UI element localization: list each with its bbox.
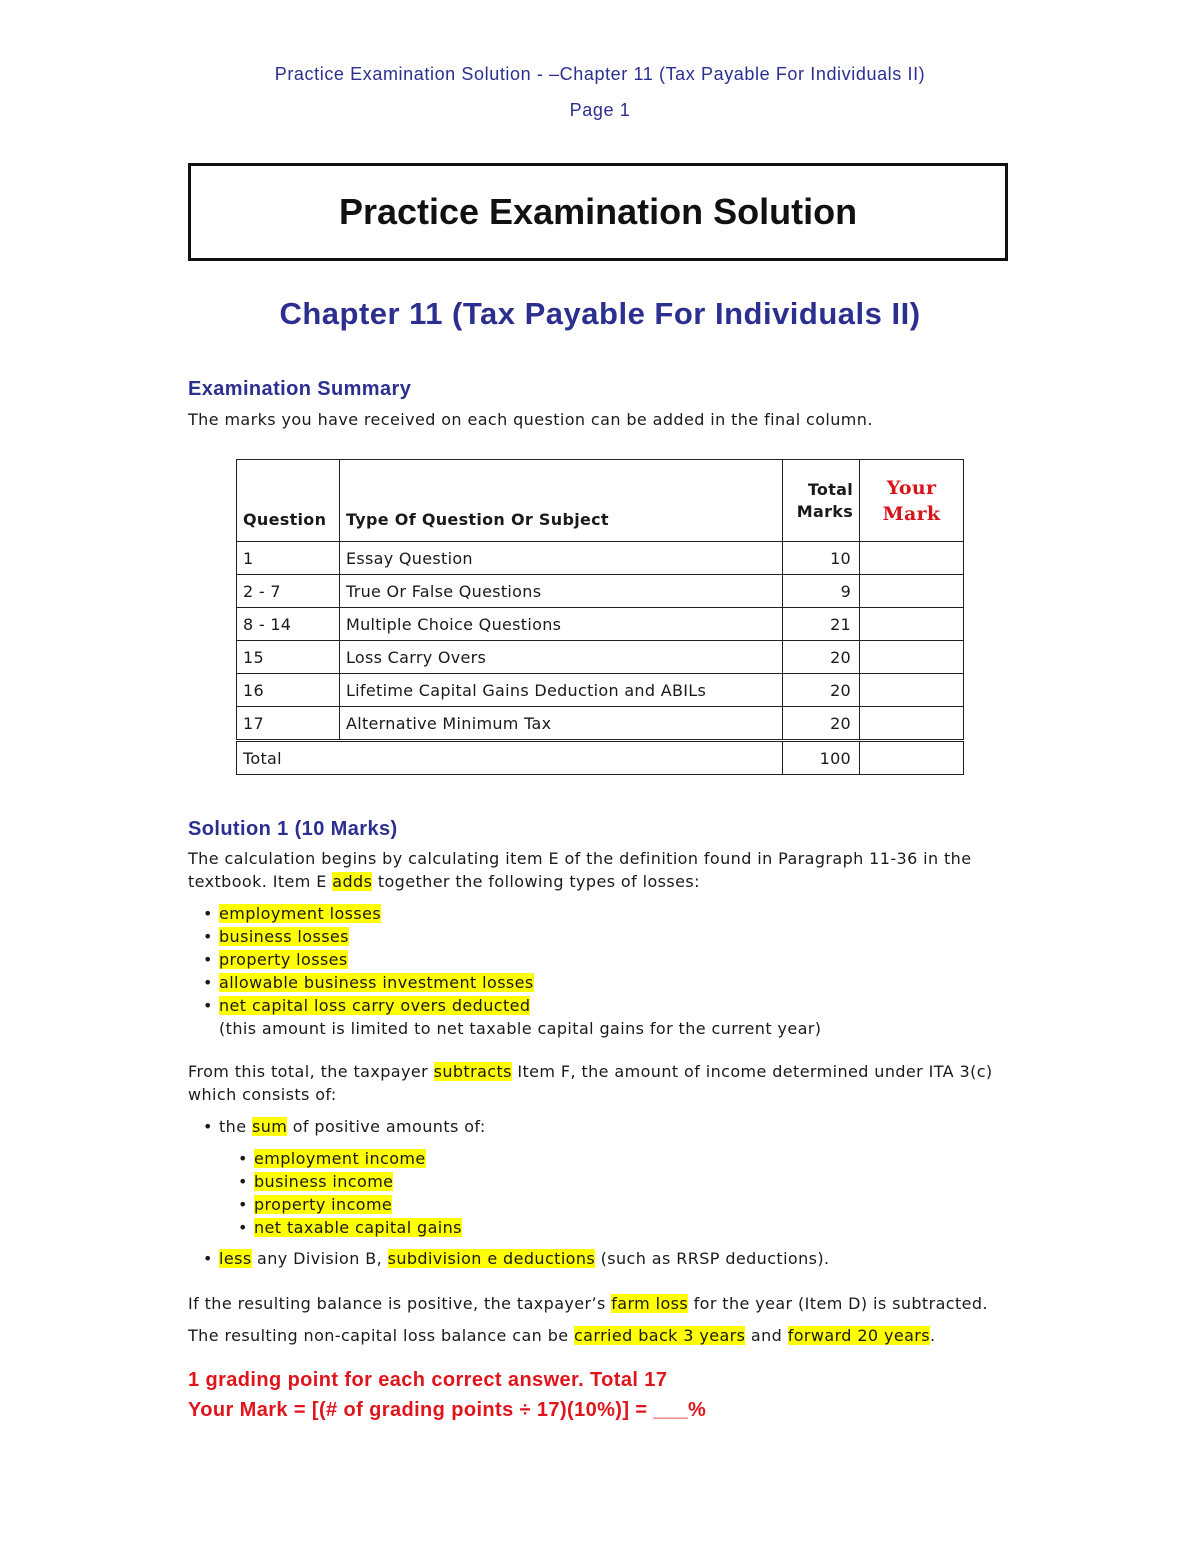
cell-type: Multiple Choice Questions [339,608,782,641]
cell-your-mark[interactable] [860,707,964,741]
highlight-farm-loss: farm loss [611,1294,689,1313]
cell-total-marks: 10 [783,542,860,575]
col-header-total-line1: Total [807,479,854,499]
bullet-icon: • [238,1149,248,1168]
examination-summary-heading: Examination Summary [188,378,412,400]
cell-type: Alternative Minimum Tax [339,707,782,741]
col-header-question: Question [237,460,340,542]
table-row [237,542,964,575]
solution-1-paragraph-1 [188,847,971,893]
highlighted-item: allowable business investment losses [219,973,534,992]
text: Item F, the amount of income determined under ITA 3(c) [511,1062,993,1081]
examination-summary-table [236,459,964,775]
list-item [238,1216,462,1239]
text: and [745,1326,788,1345]
highlighted-item: employment income [254,1149,426,1168]
table-total-row [237,741,964,775]
text: From this total, the taxpayer [188,1062,434,1081]
text: . [930,1326,936,1345]
cell-total-marks: 20 [783,707,860,741]
text: The resulting non-capital loss balance can be [188,1326,574,1345]
text: the [219,1117,252,1136]
cell-your-mark-total[interactable] [860,741,964,775]
bullet-icon: • [203,973,213,992]
cell-total-label: Total [237,741,783,775]
col-header-total-line2: Marks [796,501,854,521]
cell-type: True Or False Questions [339,575,782,608]
cell-question: 8 - 14 [237,608,340,641]
cell-your-mark[interactable] [860,674,964,707]
bullet-icon: • [238,1195,248,1214]
table-header-row [237,460,964,542]
losses-list [203,902,821,1040]
cell-type: Lifetime Capital Gains Deduction and ABILs [339,674,782,707]
document-title-box: Practice Examination Solution [188,163,1008,261]
grading-line-1: 1 grading point for each correct answer. Total 17 [188,1369,668,1391]
bullet-icon: • [203,996,213,1015]
table-row [237,674,964,707]
list-item [238,1170,462,1193]
cell-your-mark[interactable] [860,542,964,575]
paragraph-2-line-1 [188,1060,993,1083]
text: of positive amounts of: [287,1117,486,1136]
list-item [203,925,821,948]
cell-question: 17 [237,707,340,741]
bullet-icon: • [203,1117,213,1136]
cell-your-mark[interactable] [860,641,964,674]
highlight-adds: adds [332,872,373,891]
highlighted-item: business income [254,1172,394,1191]
table-row [237,575,964,608]
cell-total-value: 100 [783,741,860,775]
highlight-forward: forward 20 years [787,1326,930,1345]
grading-line-2: Your Mark = [(# of grading points ÷ 17)(10%)] = ___% [188,1399,707,1421]
col-header-mark-line1: Your [886,476,937,499]
text: textbook. Item E [188,872,333,891]
list-item [238,1193,462,1216]
col-header-your-mark [860,460,964,542]
cell-type: Essay Question [339,542,782,575]
text: for the year (Item D) is subtracted. [688,1294,988,1313]
highlight-less: less [219,1249,252,1268]
income-list [238,1147,462,1239]
highlight-subdivision-e: subdivision e deductions [387,1249,596,1268]
list-item [203,1247,830,1270]
list-item [203,1115,486,1138]
cell-total-marks: 21 [783,608,860,641]
sum-list [203,1115,486,1138]
paragraph-1-line-2 [188,870,971,893]
cell-question: 1 [237,542,340,575]
cell-your-mark[interactable] [860,575,964,608]
bullet-icon: • [238,1172,248,1191]
col-header-total-marks [783,460,860,542]
losses-note: (this amount is limited to net taxable capital gains for the current year) [219,1019,822,1038]
highlighted-item: property losses [219,950,348,969]
cell-question: 15 [237,641,340,674]
highlight-carried-back: carried back 3 years [573,1326,746,1345]
bullet-icon: • [203,950,213,969]
list-item [203,994,821,1017]
chapter-title: Chapter 11 (Tax Payable For Individuals II) [279,296,921,331]
less-list [203,1247,830,1270]
text: any Division B, [251,1249,388,1268]
cell-question: 16 [237,674,340,707]
highlight-sum: sum [251,1117,288,1136]
cell-type: Loss Carry Overs [339,641,782,674]
col-header-mark-line2: Mark [882,502,941,525]
list-item [203,948,821,971]
list-item [238,1147,462,1170]
paragraph-2-line-2: which consists of: [188,1085,337,1104]
highlighted-item: business losses [219,927,349,946]
bullet-icon: • [203,927,213,946]
cell-your-mark[interactable] [860,608,964,641]
bullet-icon: • [203,1249,213,1268]
text: If the resulting balance is positive, the taxpayer’s [188,1294,612,1313]
bullet-icon: • [238,1218,248,1237]
table-row [237,641,964,674]
list-item [203,971,821,994]
cell-total-marks: 20 [783,674,860,707]
highlighted-item: employment losses [219,904,382,923]
list-item-note [203,1017,821,1040]
highlight-subtracts: subtracts [433,1062,512,1081]
running-header: Practice Examination Solution - –Chapter 11 (Tax Payable For Individuals II) [274,64,926,84]
text: together the following types of losses: [372,872,700,891]
cell-total-marks: 9 [783,575,860,608]
table-row [237,707,964,741]
solution-1-heading: Solution 1 (10 Marks) [188,818,398,840]
page-number: Page 1 [569,100,631,120]
highlighted-item: net taxable capital gains [254,1218,462,1237]
cell-question: 2 - 7 [237,575,340,608]
highlighted-item: net capital loss carry overs deducted [219,996,531,1015]
list-item [203,902,821,925]
table-row [237,608,964,641]
paragraph-1-line-1: The calculation begins by calculating item E of the definition found in Paragraph 11-36 in the [188,849,972,868]
solution-1-paragraph-4 [188,1324,936,1347]
solution-1-paragraph-3 [188,1292,988,1315]
text: (such as RRSP deductions). [595,1249,830,1268]
bullet-icon: • [203,904,213,923]
examination-summary-intro: The marks you have received on each question can be added in the final column. [188,410,873,429]
col-header-type: Type Of Question Or Subject [339,460,782,542]
cell-total-marks: 20 [783,641,860,674]
solution-1-paragraph-2 [188,1060,993,1106]
highlighted-item: property income [254,1195,393,1214]
